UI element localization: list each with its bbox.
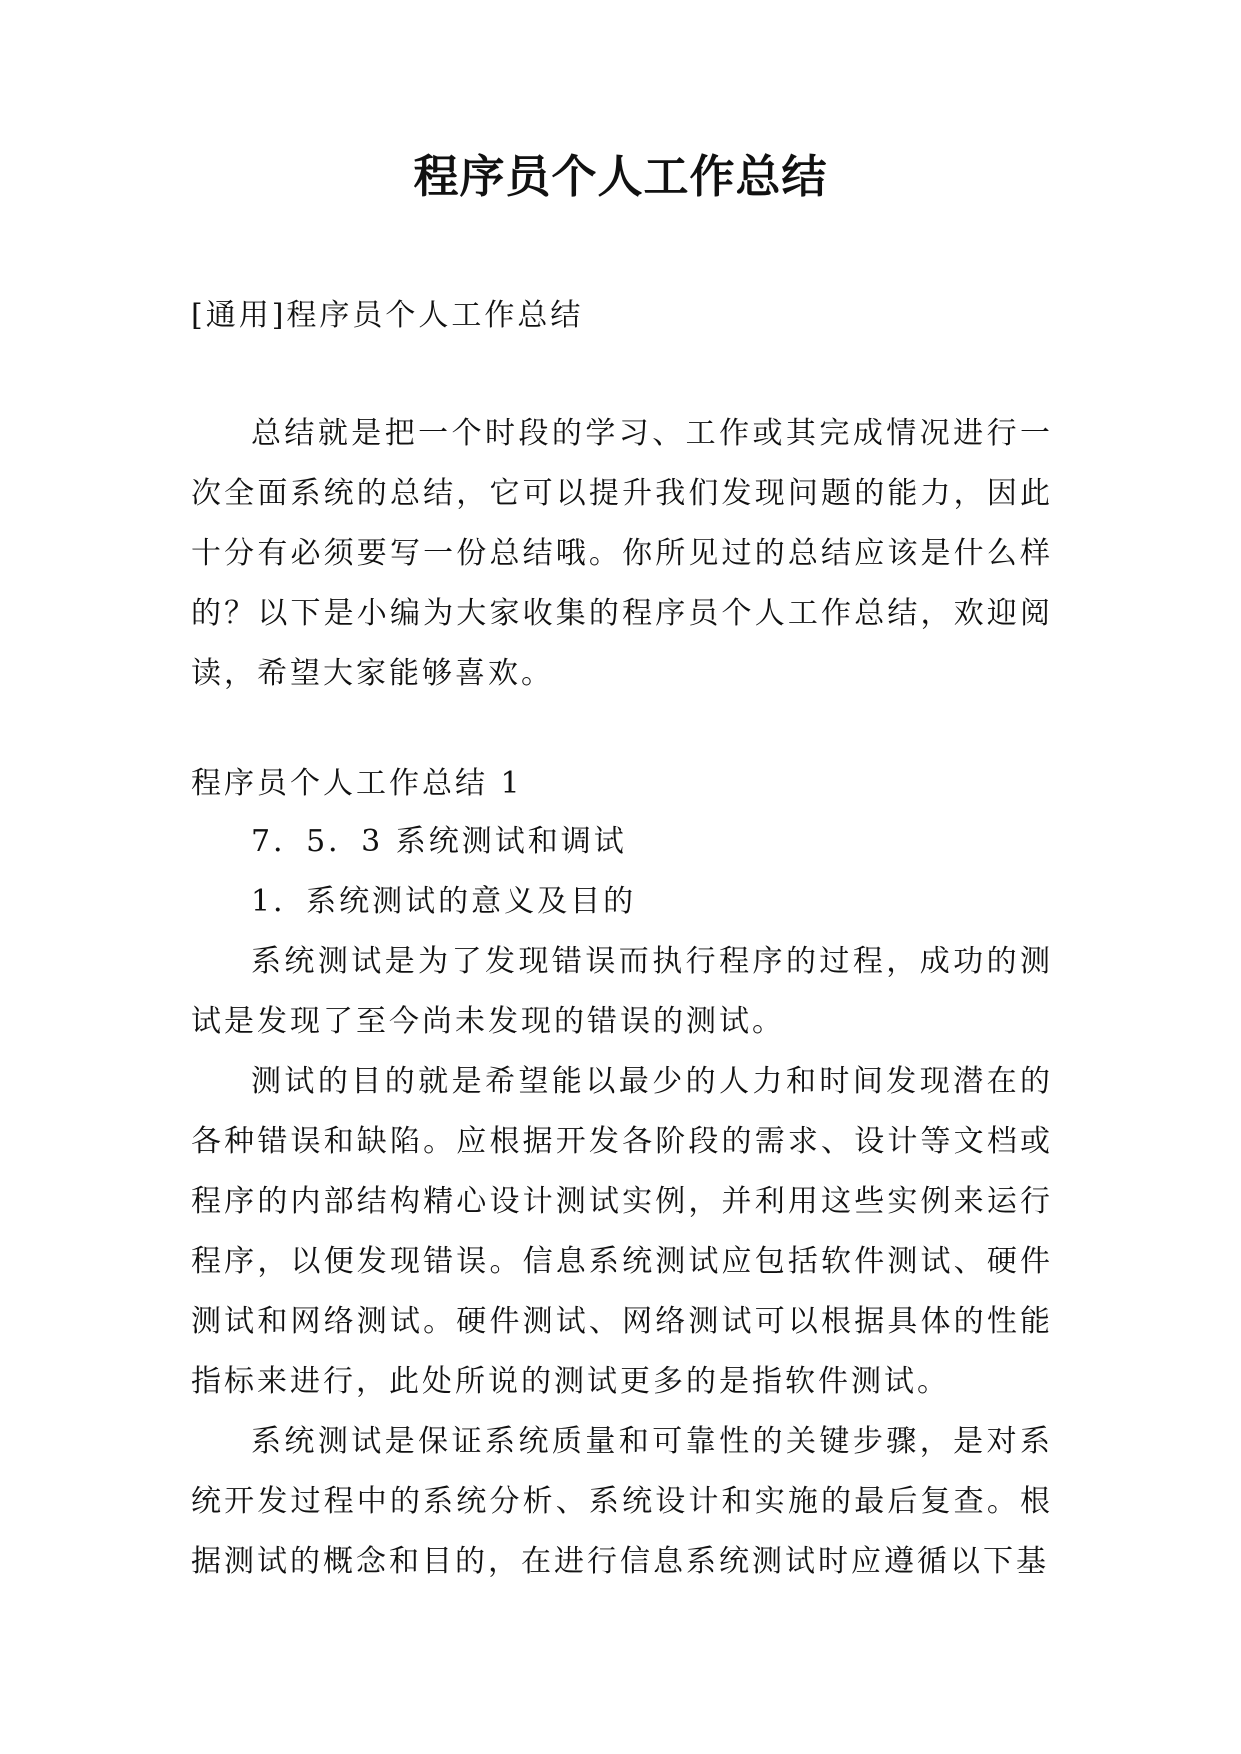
section-heading: 程序员个人工作总结 1 xyxy=(191,766,523,801)
body-paragraph: 系统测试是保证系统质量和可靠性的关键步骤，是对系统开发过程中的系统分析、系统设计和实施的最后复查。根据测试的概念和目的，在进行信息系统测试时应遵循以下基 xyxy=(191,1424,1053,1579)
body-paragraph: 系统测试是为了发现错误而执行程序的过程，成功的测试是发现了至今尚未发现的错误的测试。 xyxy=(191,944,1053,1039)
intro-paragraph: 总结就是把一个时段的学习、工作或其完成情况进行一次全面系统的总结，它可以提升我们发现问题的能力，因此十分有必须要写一份总结哦。你所见过的总结应该是什么样的？以下是小编为大家收集的程序员个人工作总结，欢迎阅读，希望大家能够喜欢。 xyxy=(191,416,1053,691)
section-number-heading: 7．5．3 系统测试和调试 xyxy=(251,824,627,859)
subsection-heading: 1．系统测试的意义及目的 xyxy=(251,884,637,919)
body-paragraph: 测试的目的就是希望能以最少的人力和时间发现潜在的各种错误和缺陷。应根据开发各阶段的需求、设计等文档或程序的内部结构精心设计测试实例，并利用这些实例来运行程序，以便发现错误。信息系统测试应包括软件测试、硬件测试和网络测试。硬件测试、网络测试可以根据具体的性能指标来进行，此处所说的测试更多的是指软件测试。 xyxy=(191,1064,1053,1399)
main-content xyxy=(191,812,1053,1592)
intro-section xyxy=(191,404,1053,704)
document-subtitle: [通用]程序员个人工作总结 xyxy=(191,298,584,333)
document-title: 程序员个人工作总结 xyxy=(413,150,828,203)
